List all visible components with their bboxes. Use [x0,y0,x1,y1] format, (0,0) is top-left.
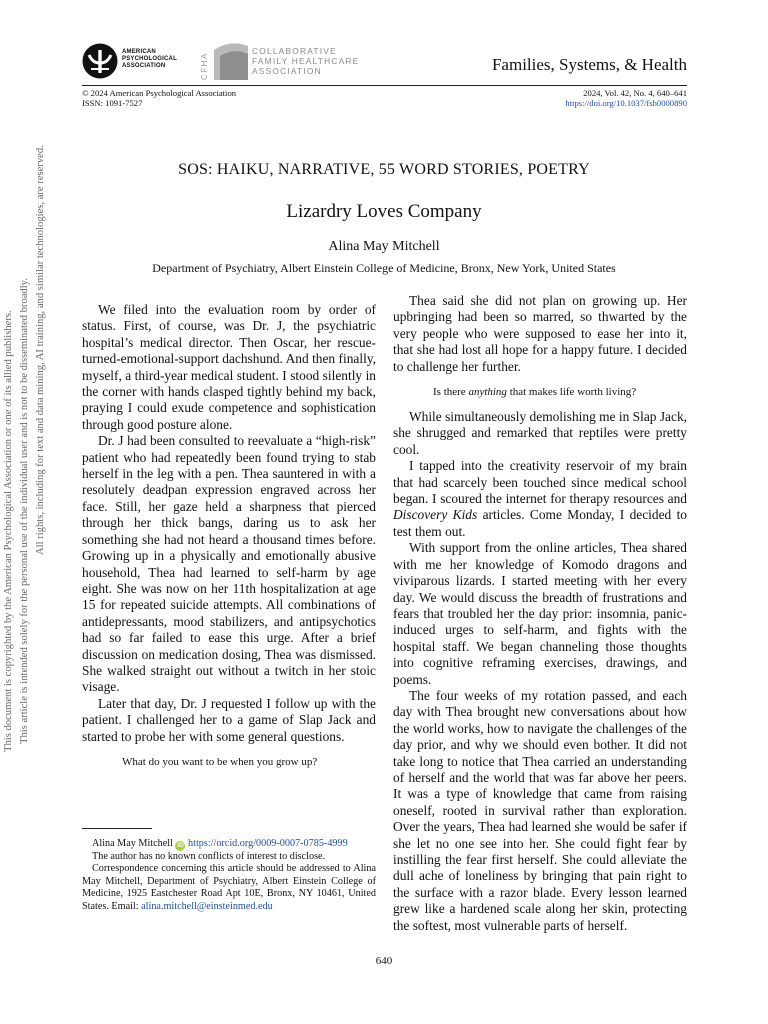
orcid-icon[interactable]: iD [177,842,184,849]
right-column [393,293,687,934]
paragraph: We filed into the evaluation room by order of status. First, of course, was Dr. J, the psychiatric hospital’s medical director. Then Oscar, her rescue-turned-emotional-support dachshund. And then finally, myself, a third-year medical student. I stood silently in the corner with hands clasped tightly behind my back, praying I could exude competence and sophistication through good posture alone. [82,302,376,432]
paragraph: I tapped into the creativity reservoir of my brain that had scarcely been touched since medical school began. I scoured the internet for therapy resources and Discovery Kids articles. Come Monday, I decided to test them out. [393,458,687,539]
paragraph: While simultaneously demolishing me in Slap Jack, she shrugged and remarked that reptiles were pretty cool. [393,409,687,457]
author-note [82,838,376,913]
publication-info-left [82,88,236,108]
copyright-notice-line-1: This document is copyrighted by the American Psychological Association or one of its allied publishers. [3,310,14,752]
paragraph: Dr. J had been consulted to reevaluate a “high-risk” patient who had repeatedly been found trying to stab herself in the leg with a pen. Thea sauntered in with a resolutely deadpan expression engraved across her face. Still, her gaze held a sharpness that pierced through her thick bangs, daring us to ask her something she had not heard a thousand times before. Growing up in a physically and emotionally abusive household, Thea had learned to self-harm by age eight. She was now on her 11th hospitalization at age 15 for repeated suicide attempts. All combinations of antidepressants, mood stabilizers, and antipsychotics had so far failed to ease this urge. After a brief discussion on medication dosing, Thea was dismissed. She walked straight out without a twitch in her stoic visage. [82,433,376,695]
issn-line: ISSN: 1091-7527 [82,98,143,108]
publication-info-right [565,88,687,108]
email-link[interactable]: alina.mitchell@einsteinmed.edu [141,900,273,912]
copyright-line: © 2024 American Psychological Association [82,88,237,98]
paragraph: With support from the online articles, Thea shared with me her knowledge of Komodo dragons and viviparous lizards. I started meeting with her every day. We would discuss the breadth of frustrations and fears that troubled her the day prior: insomnia, panic-induced urges to self-harm, and fights with the hospital staff. We began channeling those thoughts into cognitive reframing exercises, drawings, and poems. [393,540,687,687]
cfha-logo-icon [200,40,250,82]
journal-header [82,40,687,84]
author-name: Alina May Mitchell [328,239,440,254]
orcid-link[interactable]: https://orcid.org/0009-0007-0785-4999 [188,838,348,849]
page-number: 640 [375,955,393,967]
conflict-statement: The author has no known conflicts of interest to disclose. [92,851,326,862]
paragraph: Later that day, Dr. J requested I follow up with the patient. I challenged her to a game of Slap Jack and started to probe her with some general questions. [82,695,376,744]
doi-link[interactable]: https://doi.org/10.1037/fsh0000890 [565,98,687,108]
author-affiliation: Department of Psychiatry, Albert Einstein College of Medicine, Bronx, New York, United States [152,261,616,275]
header-rule [82,85,687,86]
section-heading: SOS: HAIKU, NARRATIVE, 55 WORD STORIES, POETRY [178,161,590,178]
apa-logo-text: AMERICAN PSYCHOLOGICAL ASSOCIATION [122,49,177,69]
left-column [82,302,376,779]
footnote-author: Alina May Mitchell [92,838,173,849]
journal-title: Families, Systems, & Health [491,55,687,74]
copyright-notice-line-3: All rights, including for text and data mining, AI training, and similar technologies, are reserved. [35,145,46,555]
paragraph: Thea said she did not plan on growing up. Her upbringing had been so marred, so thwarted by the very people who were supposed to ease her into it, that she had lost all hope for a happy future. I decided to challenge her further. [393,293,687,374]
apa-logo-icon [82,43,118,79]
volume-line: 2024, Vol. 42, No. 4, 640–641 [583,88,687,98]
copyright-notice-line-2: This article is intended solely for the personal use of the individual user and is not to be disseminated broadly. [19,278,30,744]
paragraph: The four weeks of my rotation passed, and each day with Thea brought new conversations about how the world works, how to navigate the challenges of the day prior, and why we should even bother. It did not take long to notice that Thea carried an understanding of herself and the world that was far above her peers. It was a type of knowledge that came from raising oneself, rooted in survival rather than exploration. Over the years, Thea had learned she would be safer if she let no one see into her. She could fight fear by instilling the fear first herself. She could alleviate the dull ache of loneliness by bringing that pain right to the surface with a razor blade. Every lesson learned grew like a hardened scale along her skin, protecting the softest, most vulnerable parts of herself. [393,687,687,933]
svg-text:CFHA: CFHA [200,52,209,80]
block-quote: What do you want to be when you grow up? [122,755,318,768]
footnote-rule [82,828,152,829]
block-quote: Is there anything that makes life worth living? [433,386,637,399]
cfha-logo-text: COLLABORATIVE FAMILY HEALTHCARE ASSOCIATION [252,46,360,76]
correspondence-text: Correspondence concerning this article should be addressed to Alina May Mitchell, Department of Psychiatry, Albert Einstein College of Medicine, 1925 Eastchester Road Apt 10E, Bronx, NY 10461, United States. Email: [82,863,376,912]
article-title: Lizardry Loves Company [286,201,482,222]
